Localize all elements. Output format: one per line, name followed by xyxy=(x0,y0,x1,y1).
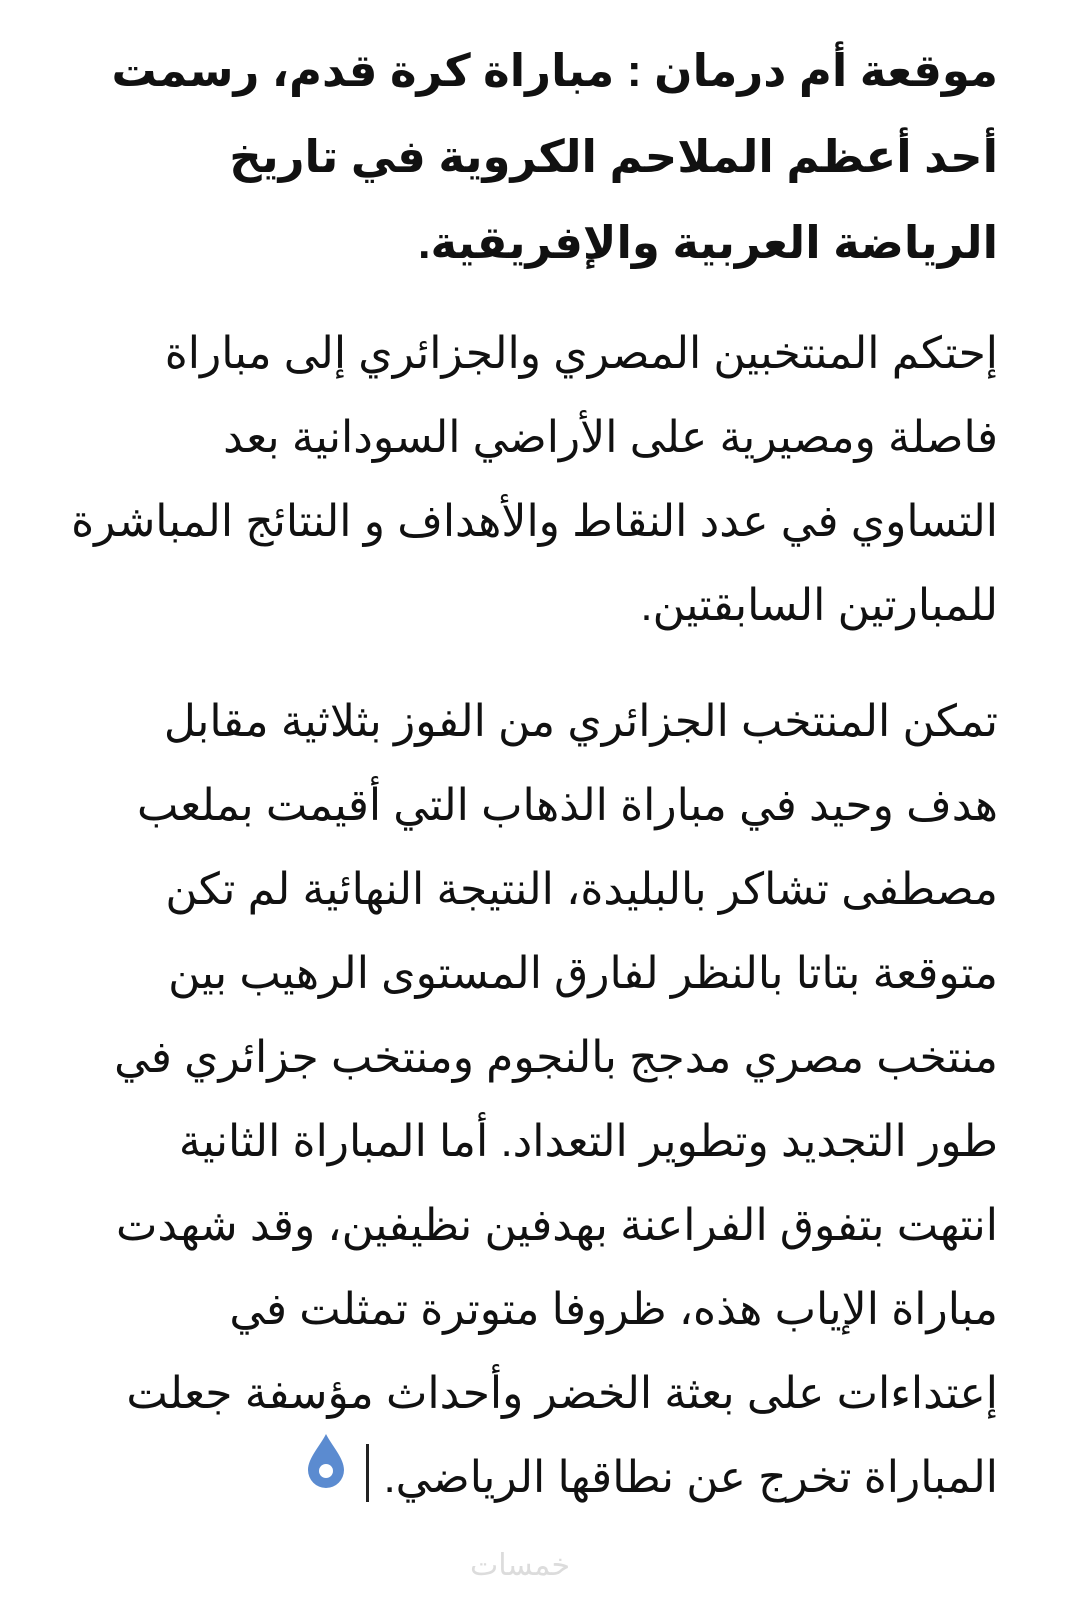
article-headline: موقعة أم درمان : مباراة كرة قدم، رسمت أحد أعظم الملاحم الكروية في تاريخ الرياضة العربية والإفريقية. xyxy=(111,45,998,268)
watermark-logo: خمسات xyxy=(470,1549,571,1582)
text-editor[interactable] xyxy=(68,28,998,1520)
cursor-handle-drop-icon xyxy=(306,1430,346,1530)
text-cursor xyxy=(366,1444,369,1502)
article-paragraph-1: إحتكم المنتخبين المصري والجزائري إلى مباراة فاصلة ومصيرية على الأراضي السودانية بعد التساوي في عدد النقاط والأهداف و النتائج المباشرة للمبارتين السابقتين. xyxy=(71,329,998,630)
text-cursor-handle-icon[interactable] xyxy=(306,1430,346,1530)
article-paragraph-2 xyxy=(68,680,998,1520)
article-paragraph-2-text: تمكن المنتخب الجزائري من الفوز بثلاثية مقابل هدف وحيد في مباراة الذهاب التي أقيمت بملعب مصطفى تشاكر بالبليدة، النتيجة النهائية لم تكن متوقعة بتاتا بالنظر لفارق المستوى الرهيب بين منتخب مصري مدجج بالنجوم ومنتخب جزائري في طور التجديد وتطوير التعداد. أما المباراة الثانية انتهت بتفوق الفراعنة بهدفين نظيفين، وقد شهدت مباراة الإياب هذه، ظروفا متوترة تمثلت في إعتداءات على بعثة الخضر وأحداث مؤسفة جعلت المباراة تخرج عن نطاقها الرياضي. xyxy=(114,697,998,1502)
